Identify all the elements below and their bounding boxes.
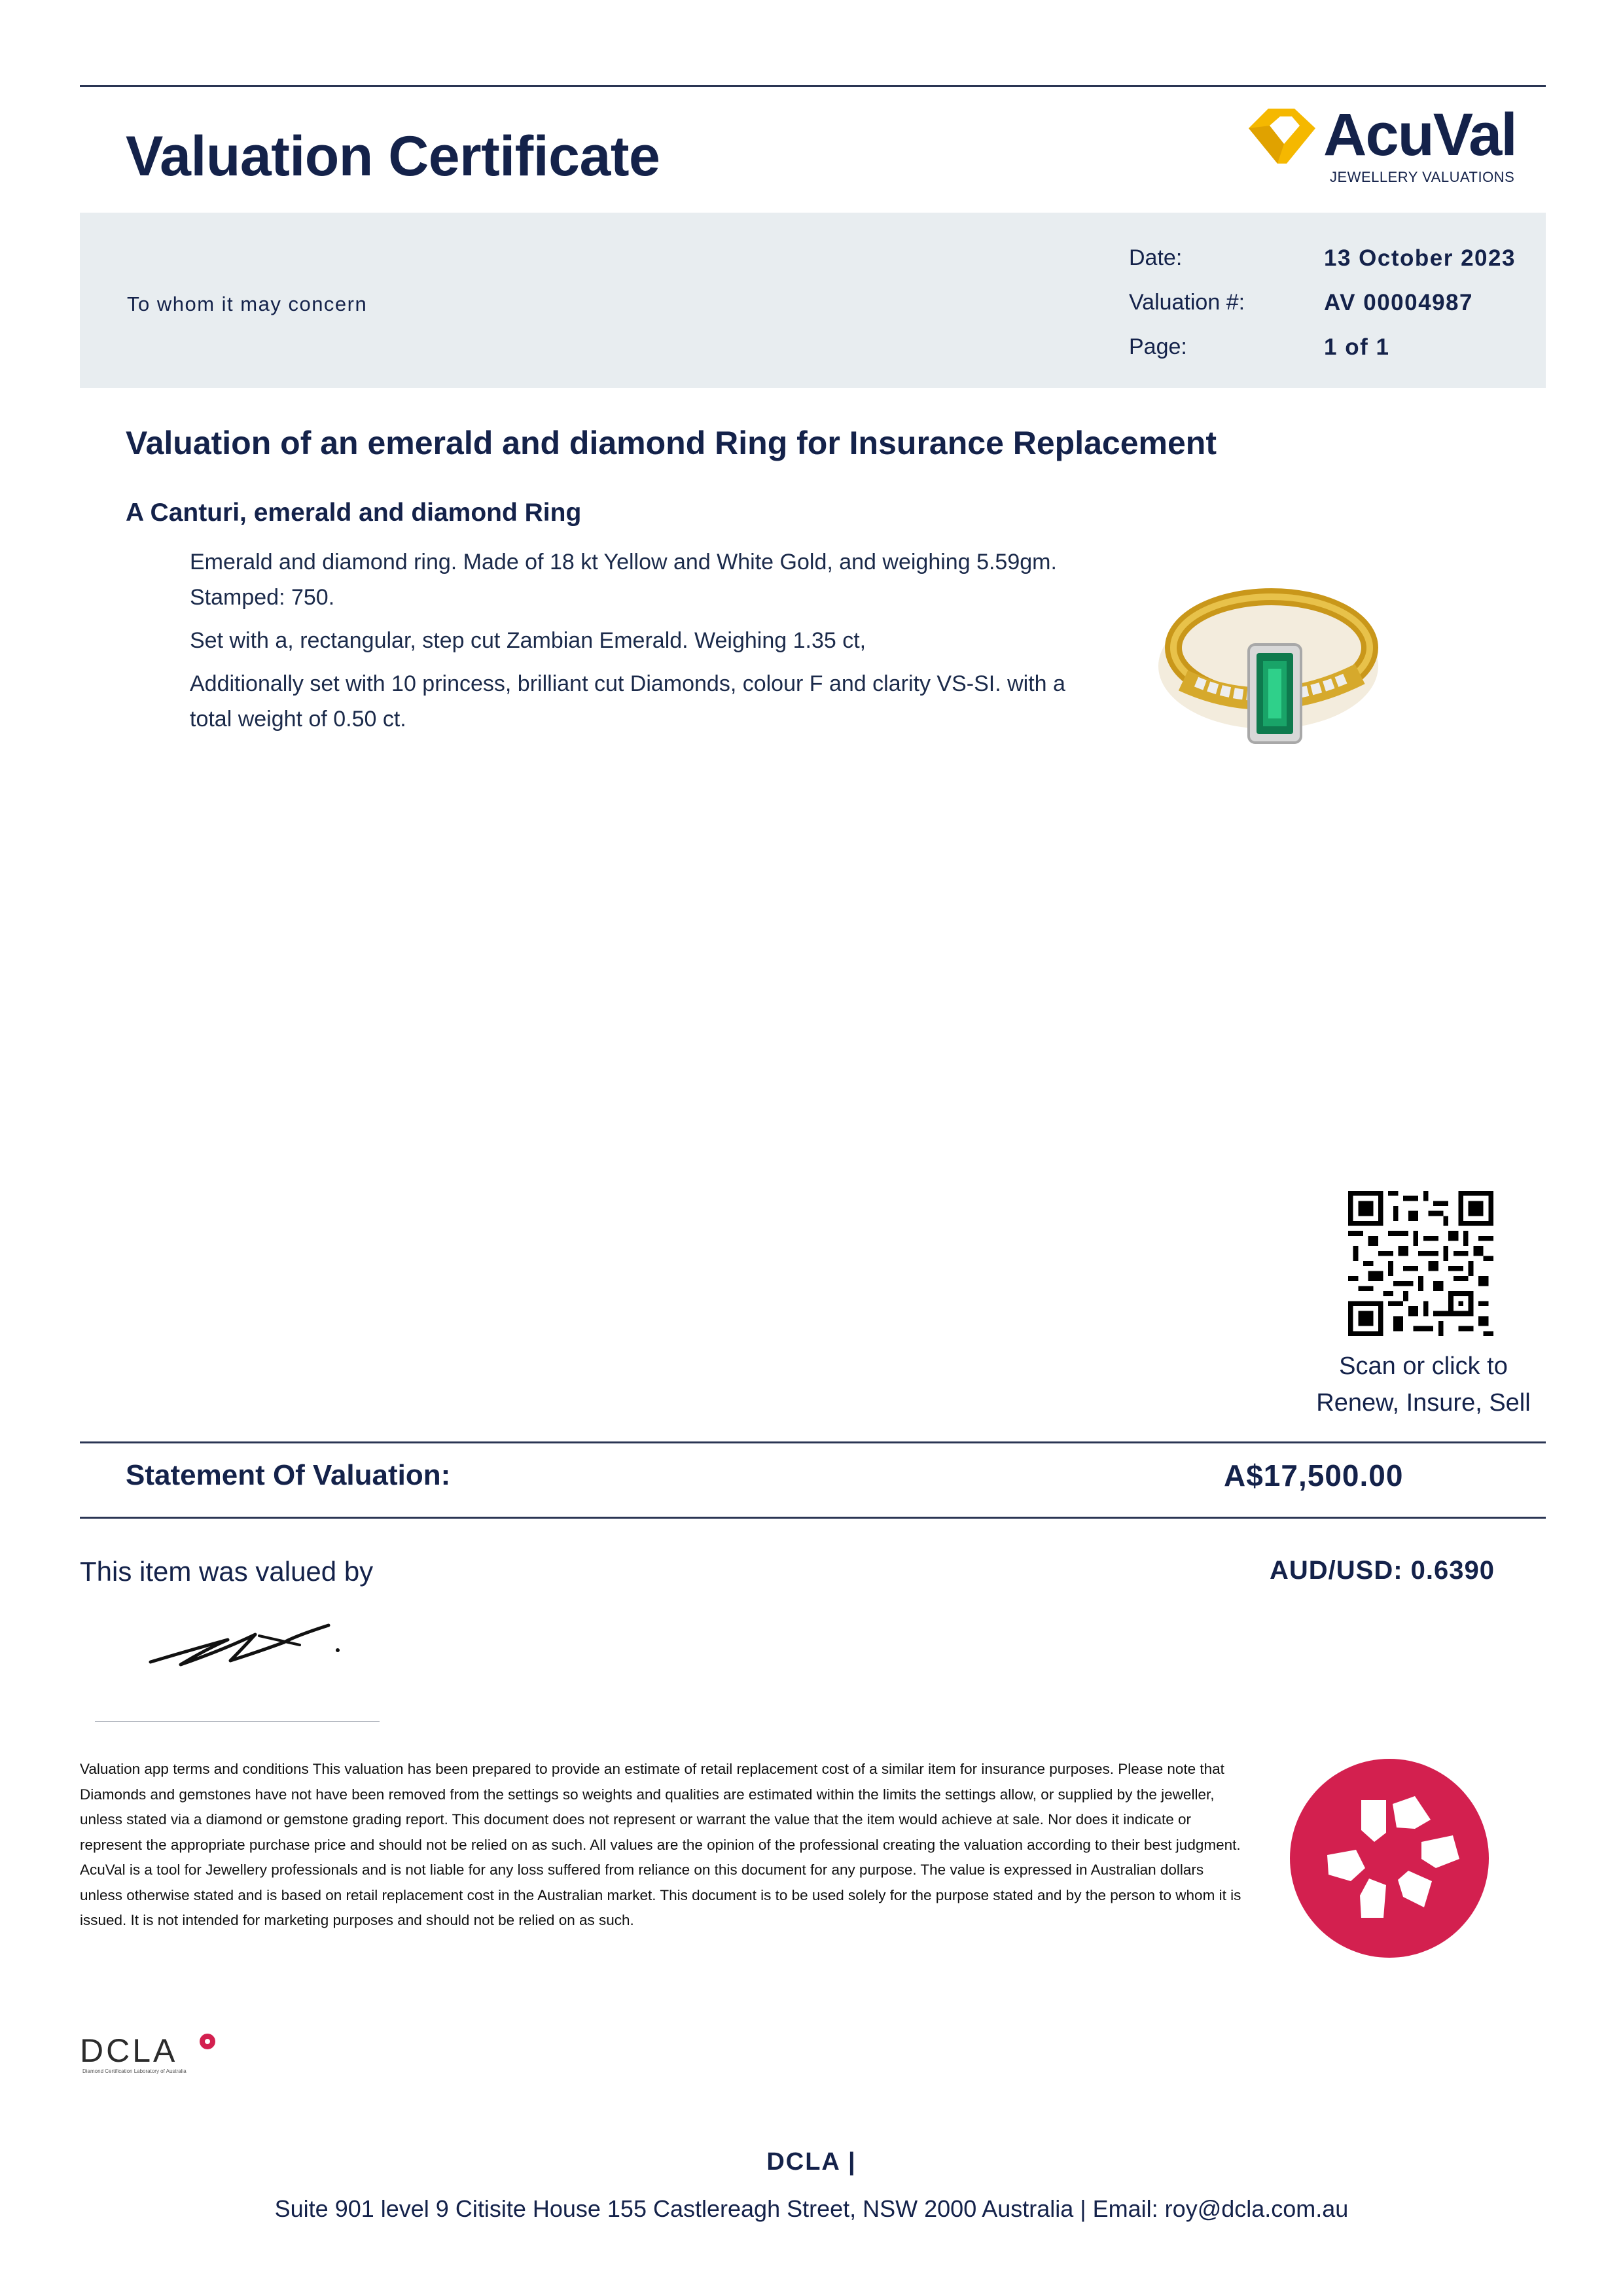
statement-bottom-rule [80,1517,1546,1519]
description-line: Emerald and diamond ring. Made of 18 kt Yellow and White Gold, and weighing 5.59gm. Stamped: 750. [190,550,1057,610]
qr-code[interactable] [1348,1191,1493,1336]
valuation-number-label: Valuation #: [1129,290,1245,315]
exchange-rate: AUD/USD: 0.6390 [1270,1556,1495,1585]
valued-by-label: This item was valued by [80,1556,374,1587]
dcla-flower-icon [199,2033,216,2050]
terms-and-conditions: Valuation app terms and conditions This valuation has been prepared to provide an estimate of retail replacement cost of a similar item for insurance purposes. Please note that Diamonds and gemstones have not have been removed from the settings so weights and qualities are estimated within the limits the settings allow, or supplied by the jeweller, unless stated via a diamond or gemstone grading report. This document does not represent or warrant the value that the item would achieve at sale. Nor does it indicate or represent the appropriate purchase price and should not be relied on as such. All values are the opinion of the professional creating the valuation according to their best judgment. AcuVal is a tool for Jewellery professionals and is not liable for any loss suffered from reliance on this document for any purpose. The value is expressed in Australian dollars unless otherwise stated and is based on retail replacement cost in the Australian market. This document is to be used solely for the purpose stated and by the person to whom it is issued. It is not intended for marketing purposes and should not be relied on as such. [80,1761,1241,1928]
page-title: Valuation Certificate [126,125,660,188]
date-value: 13 October 2023 [1324,245,1516,271]
statement-value: A$17,500.00 [1224,1458,1404,1492]
statement-label: Statement Of Valuation: [126,1459,451,1491]
valuer-signature [144,1616,353,1675]
item-title: A Canturi, emerald and diamond Ring [126,499,582,527]
description-line: Set with a, rectangular, step cut Zambian Emerald. Weighing 1.35 ct, [190,628,866,653]
qr-caption [1302,1348,1544,1421]
page-label: Page: [1129,334,1187,359]
description-line: Additionally set with 10 princess, brilliant cut Diamonds, colour F and clarity VS-SI. with a total weight of 0.50 ct. [190,671,1065,732]
top-rule [80,85,1546,87]
valuation-number-value: AV 00004987 [1324,290,1473,315]
qr-caption-line: Renew, Insure, Sell [1316,1389,1531,1417]
dcla-wordmark: DCLA [80,2032,178,2069]
acuval-logo [1243,98,1525,190]
date-label: Date: [1129,245,1183,270]
dcla-subtitle: Diamond Certification Laboratory of Australia [82,2068,187,2074]
dcla-seal-icon [1288,1757,1491,1960]
page-value: 1 of 1 [1324,334,1390,360]
footer-address: Suite 901 level 9 Citisite House 155 Castlereagh Street, NSW 2000 Australia | Email: roy@dcla.com.au [274,2195,1349,2222]
valuation-heading: Valuation of an emerald and diamond Ring for Insurance Replacement [126,425,1217,461]
info-band [80,213,1546,388]
item-description [190,544,1073,745]
addressee: To whom it may concern [127,292,368,315]
footer-company: DCLA | [766,2148,857,2176]
brand-name: AcuVal [1323,101,1516,168]
qr-caption-line: Scan or click to [1339,1352,1508,1380]
signature-line [95,1721,380,1722]
ring-photo [1144,569,1393,773]
dcla-logo [80,2032,237,2081]
acuval-logo-icon [1243,103,1321,169]
brand-tagline: JEWELLERY VALUATIONS [1330,169,1515,185]
statement-top-rule [80,1441,1546,1443]
